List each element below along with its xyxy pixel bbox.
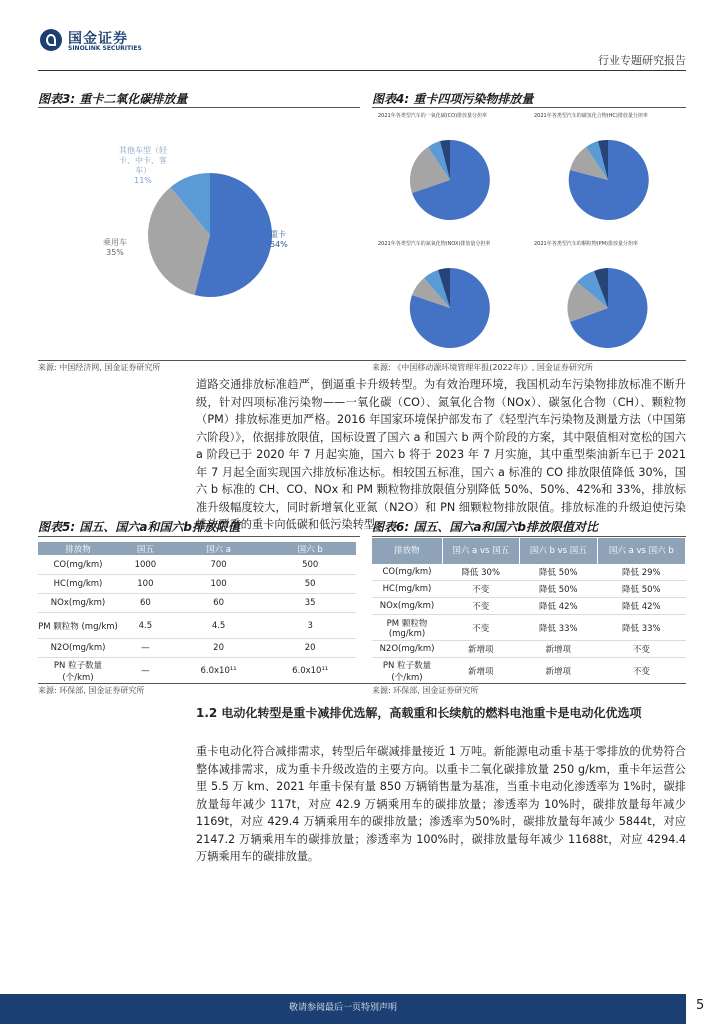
table-row [38,639,356,658]
pie-label-passenger [103,238,127,258]
table-cell: 不变 [597,658,685,684]
table-cell: PN 粒子数量 (个/km) [372,658,442,684]
table-cell: 降低 50% [519,581,597,598]
fig6-table [372,538,686,684]
section-paragraph: 重卡电动化符合减排需求，转型后年碳减排量接近 1 万吨。新能源电动重卡基于零排放的优势符合整体减排需求，成为重卡升级改造的主要方向。以重卡二氧化碳排放量 250 g/km，重卡年运营公里 5.5 万 km、2021 年重卡保有量 850 万辆销售量为基准，当重卡电动化渗透率为 1%时，碳排放量每年减少 117t，对应 42.9 万辆乘用车的碳排放量；渗透率为 10%时，碳排放量每年减少 1169t，对应 429.4 万辆乘用车的碳排放量；渗透率为50%时，碳排放量每年减少 5844t，对应 2147.2 万辆乘用车的碳排放量；渗透率为 100%时，碳排放量每年减少 11688t，对应 4294.4 万辆乘用车的碳排放量。 [196,745,686,863]
table-row [38,575,356,594]
table-cell: 降低 50% [519,564,597,581]
table-cell: 6.0x10¹¹ [173,658,265,684]
fig4-panel4-title: 2021年各类型汽车的颗粒物(PM)排放量分担率 [534,241,638,247]
header-divider [38,70,686,71]
section-heading: 1.2 电动化转型是重卡减排优选解，高载重和长续航的燃料电池重卡是电动化优选项 [196,706,642,720]
fig56-bottom-rule [38,683,686,684]
pie-label-other [110,146,176,186]
table-row [38,613,356,639]
table-row [38,594,356,613]
table-cell: 新增项 [519,658,597,684]
pie-label-other-line1: 其他车型（轻 [119,146,167,155]
table-cell: 100 [173,575,265,594]
fig4-panel1-title: 2021年各类型汽车的一氧化碳(CO)排放量分担率 [378,113,488,119]
page-number: 5 [696,998,705,1013]
table-cell: 60 [173,594,265,613]
table-cell: NOx(mg/km) [38,594,118,613]
fig6-rule [372,536,686,537]
pie-label-heavy-name: 重卡 [270,230,286,239]
fig5-table [38,542,356,684]
table-cell: 20 [264,639,356,658]
table-cell: 4.5 [173,613,265,639]
pie-label-other-value: 11% [134,176,152,185]
table-row [372,658,686,684]
pie-label-other-line3: 车） [135,166,151,175]
table-cell: 6.0x10¹¹ [264,658,356,684]
table-row [372,641,686,658]
fig-bottom-rule [38,360,686,361]
table-cell: 新增项 [442,641,519,658]
table-cell: 降低 29% [597,564,685,581]
table-cell: 降低 30% [442,564,519,581]
fig6-header-g6a-g6b: 国六 a vs 国六 b [597,538,685,564]
table-cell: N2O(mg/km) [372,641,442,658]
fig3-rule [38,107,360,108]
fig4-title: 图表4: 重卡四项污染物排放量 [372,92,534,106]
logo-icon [40,29,62,51]
fig4-panel2-title: 2021年各类型汽车的碳氢化合物(HC)排放量分担率 [534,113,648,119]
table-cell: 不变 [442,581,519,598]
table-row [38,556,356,575]
fig6-header-pollutant: 排放物 [372,538,442,564]
table-cell: 降低 42% [597,598,685,615]
table-cell: 不变 [442,598,519,615]
fig3-source: 来源: 中国经济网, 国金证券研究所 [38,363,161,372]
table-cell: 降低 33% [597,615,685,641]
report-type: 行业专题研究报告 [598,54,686,67]
fig5-header-g6a: 国六 a [173,542,265,556]
table-cell: PM 颗粒物 (mg/km) [372,615,442,641]
table-cell: PM 颗粒物 (mg/km) [38,613,118,639]
intro-paragraph: 道路交通排放标准趋严，倒逼重卡升级转型。为有效治理环境，我国机动车污染物排放标准不断升级，针对四项标准污染物——一氧化碳（CO）、氮氧化合物（NOx）、碳氢化合物（CH）、颗粒物（PM）排放标准更加严格。2016 年国家环境保护部发布了《轻型汽车污染物及测量方法（中国第六阶段）》，依据排放限值，国标设置了国六 a 和国六 b 两个阶段的方案，其中限值相对宽松的国六 a 阶段已于 2020 年 7 月起实施，国六 b 将于 2023 年 7 月实施，其中重型柴油新车已于 2021 年 7 月起全面实现国六排放标准达标。相较国五标准，国六 a 标准的 CO 排放限值降低 30%，国六 b 标准的 CH、CO、NOx 和 PM 颗粒物排放限值分别降低 50%、50%、42%和 33%，排放标准升级幅度较大，同时新增氧化亚氮（N2O）和 PN 细颗粒物排放限值。排放标准的升级迫使污染排放严重的重卡向低碳和低污染转型。 [196,378,686,531]
fig5-title: 图表5: 国五、国六a和国六b排放限值 [38,520,241,534]
logo-name-en: SINOLINK SECURITIES [68,45,142,52]
fig4-pie-co [410,140,490,220]
fig6-header-g6b-g5: 国六 b vs 国五 [519,538,597,564]
fig5-header-g6b: 国六 b [264,542,356,556]
fig5-rule [38,536,360,537]
table-cell: CO(mg/km) [372,564,442,581]
fig4-rule [372,107,686,108]
table-cell: 不变 [597,641,685,658]
table-row [372,564,686,581]
table-row [372,581,686,598]
fig4-pie-pm [567,268,647,348]
table-cell: 新增项 [519,641,597,658]
table-cell: 降低 50% [597,581,685,598]
table-cell: 50 [264,575,356,594]
table-cell: HC(mg/km) [372,581,442,598]
table-row [38,658,356,684]
table-cell: 不变 [442,615,519,641]
table-cell: 35 [264,594,356,613]
fig4-mini-pies [372,110,686,360]
fig4-pie-nox [410,268,490,348]
table-cell: — [118,658,173,684]
table-cell: N2O(mg/km) [38,639,118,658]
table-cell: 1000 [118,556,173,575]
footer-disclaimer[interactable]: 敬请参阅最后一页特别声明 [288,1003,397,1013]
fig4-pie-hc [569,140,649,220]
table-cell: 100 [118,575,173,594]
fig6-header-g6a-g5: 国六 a vs 国五 [442,538,519,564]
table-cell: — [118,639,173,658]
fig6-source: 来源: 环保部, 国金证券研究所 [372,686,479,695]
fig4-panel-grid [372,110,686,360]
pie-label-passenger-name: 乘用车 [103,238,127,247]
fig3-pie-chart [40,110,360,360]
table-cell: 新增项 [442,658,519,684]
fig3-title: 图表3: 重卡二氧化碳排放量 [38,92,188,106]
table-cell: 60 [118,594,173,613]
table-cell: 4.5 [118,613,173,639]
table-cell: 20 [173,639,265,658]
table-cell: 降低 42% [519,598,597,615]
table-cell: NOx(mg/km) [372,598,442,615]
fig5-source: 来源: 环保部, 国金证券研究所 [38,686,145,695]
table-cell: HC(mg/km) [38,575,118,594]
pie-label-other-line2: 卡、中卡、客 [119,156,167,165]
pie-label-heavy [270,230,288,250]
fig6-title: 图表6: 国五、国六a和国六b排放限值对比 [372,520,599,534]
fig4-source: 来源: 《中国移动源环境管理年报(2022年)》, 国金证券研究所 [372,363,593,372]
pie-label-heavy-value: 54% [270,240,288,249]
pie-label-passenger-value: 35% [106,248,124,257]
fig5-header-pollutant: 排放物 [38,542,118,556]
logo-name-cn: 国金证券 [68,31,128,47]
table-cell: 3 [264,613,356,639]
table-cell: 降低 33% [519,615,597,641]
table-cell: PN 粒子数量 (个/km) [38,658,118,684]
table-row [372,615,686,641]
table-cell: 700 [173,556,265,575]
table-row [372,598,686,615]
table-cell: 500 [264,556,356,575]
table-cell: CO(mg/km) [38,556,118,575]
fig5-header-g5: 国五 [118,542,173,556]
fig4-panel3-title: 2021年各类型汽车的氮氧化物(NOX)排放量分担率 [378,241,491,247]
